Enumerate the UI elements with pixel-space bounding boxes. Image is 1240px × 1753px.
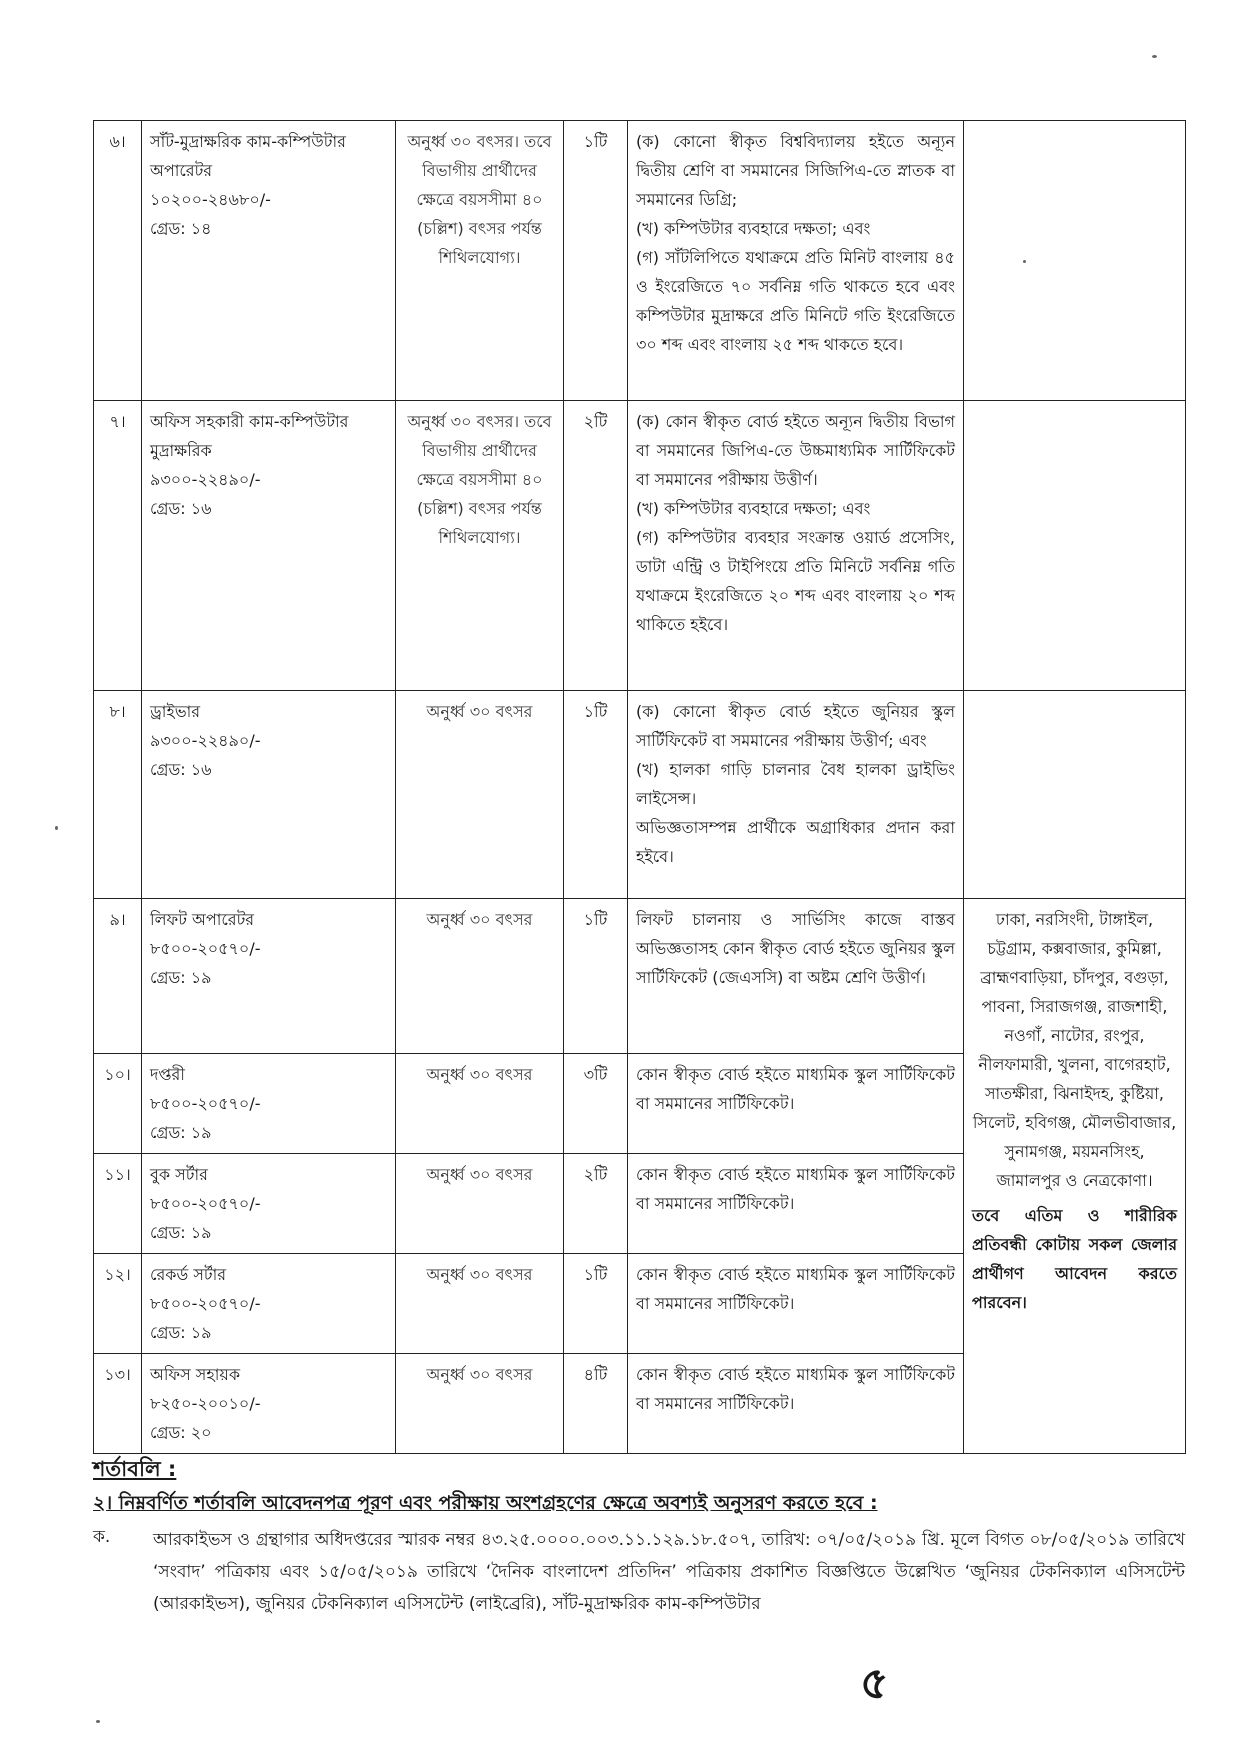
qualification-line: কোন স্বীকৃত বোর্ড হইতে মাধ্যমিক স্কুল সার্টিফিকেট বা সমমানের সার্টিফিকেট।: [636, 1065, 955, 1113]
post-name: অফিস সহায়ক: [150, 1365, 241, 1384]
post-scale: ৮৫০০-২০৫৭০/-: [150, 939, 261, 958]
post-cell: [142, 1354, 396, 1454]
post-scale: ১০২০০-২৪৬৮০/-: [150, 190, 271, 209]
serial-cell: ১১।: [94, 1154, 142, 1254]
terms-heading: শর্তাবলি :: [93, 1457, 177, 1481]
page-number: ৫: [860, 1658, 889, 1709]
posts-table: [93, 120, 1186, 1454]
serial-cell: ১৩।: [94, 1354, 142, 1454]
qualification-cell: [628, 1154, 964, 1254]
scan-speck: [96, 1720, 100, 1723]
qualification-line: (খ) হালকা গাড়ি চালনার বৈধ হালকা ড্রাইভিং লাইসেন্স।: [636, 760, 955, 808]
table-row: [94, 401, 1186, 691]
serial-cell: ১২।: [94, 1254, 142, 1354]
district-cell-empty: [964, 121, 1186, 401]
post-name: লিফট অপারেটর: [150, 910, 255, 929]
post-name: রেকর্ড সর্টার: [150, 1265, 227, 1284]
qualification-cell: [628, 1054, 964, 1154]
post-cell: [142, 899, 396, 1054]
vacancy-count-cell: ৩টি: [564, 1054, 628, 1154]
district-list: ঢাকা, নরসিংদী, টাঙ্গাইল, চট্টগ্রাম, কক্সবাজার, কুমিল্লা, ব্রাহ্মণবাড়িয়া, চাঁদপুর, বগুড়া, পাবনা, সিরাজগঞ্জ, রাজশাহী, নওগাঁ, নাটোর, রংপুর, নীলফামারী, খুলনা, বাগেরহাট, সাতক্ষীরা, ঝিনাইদহ, কুষ্টিয়া, সিলেট, হবিগঞ্জ, মৌলভীবাজার, সুনামগঞ্জ, ময়মনসিংহ, জামালপুর ও নেত্রকোণা।: [972, 910, 1177, 1190]
qualification-line: লিফট চালনায় ও সার্ভিসিং কাজে বাস্তব অভিজ্ঞতাসহ কোন স্বীকৃত বোর্ড হইতে জুনিয়র স্কুল সার্টিফিকেট (জেএসসি) বা অষ্টম শ্রেণি উত্তীর্ণ।: [636, 910, 955, 987]
qualification-line: কোন স্বীকৃত বোর্ড হইতে মাধ্যমিক স্কুল সার্টিফিকেট বা সমমানের সার্টিফিকেট।: [636, 1365, 955, 1413]
vacancy-count-cell: ১টি: [564, 899, 628, 1054]
post-grade: গ্রেড: ১৯: [150, 968, 212, 987]
post-scale: ৮৫০০-২০৫৭০/-: [150, 1194, 261, 1213]
age-limit-cell: অনুর্ধ্ব ৩০ বৎসর। তবে বিভাগীয় প্রার্থীদের ক্ষেত্রে বয়সসীমা ৪০ (চল্লিশ) বৎসর পর্যন্ত শিথিলযোগ্য।: [396, 401, 564, 691]
table-row: [94, 121, 1186, 401]
post-name: অফিস সহকারী কাম-কম্পিউটার মুদ্রাক্ষরিক: [150, 412, 349, 460]
post-cell: [142, 121, 396, 401]
qualification-line: (গ) সাঁটলিপিতে যথাক্রমে প্রতি মিনিট বাংলায় ৪৫ ও ইংরেজিতে ৭০ সর্বনিম্ন গতি থাকতে হবে এবং কম্পিউটার মুদ্রাক্ষরে প্রতি মিনিটে গতি ইংরেজিতে ৩০ শব্দ এবং বাংলায় ২৫ শব্দ থাকতে হবে।: [636, 248, 955, 354]
post-scale: ৮২৫০-২০০১০/-: [150, 1394, 261, 1413]
vacancy-count-cell: ১টি: [564, 121, 628, 401]
post-grade: গ্রেড: ১৬: [150, 499, 212, 518]
qualification-line: (খ) কম্পিউটার ব্যবহারে দক্ষতা; এবং: [636, 219, 871, 238]
table-row: [94, 691, 1186, 899]
age-limit-cell: অনুর্ধ্ব ৩০ বৎসর: [396, 1354, 564, 1454]
post-scale: ৯৩০০-২২৪৯০/-: [150, 731, 261, 750]
serial-cell: ৯।: [94, 899, 142, 1054]
scan-speck: [1023, 260, 1026, 263]
qualification-line: (খ) কম্পিউটার ব্যবহারে দক্ষতা; এবং: [636, 499, 871, 518]
terms-item-text: আরকাইভস ও গ্রন্থাগার অধিদপ্তরের স্মারক নম্বর ৪৩.২৫.০০০০.০০৩.১১.১২৯.১৮.৫০৭, তারিখ: ০৭/০৫/২০১৯ খ্রি. মূলে বিগত ০৮/০৫/২০১৯ তারিখে ‘সংবাদ’ পত্রিকায় এবং ১৫/০৫/২০১৯ তারিখে ‘দৈনিক বাংলাদেশ প্রতিদিন’ পত্রিকায় প্রকাশিত বিজ্ঞপ্তিতে উল্লেখিত ‘জুনিয়র টেকনিক্যাল এসিসটেন্ট (আরকাইভস), জুনিয়র টেকনিক্যাল এসিসটেন্ট (লাইব্রেরি), সাঁট-মুদ্রাক্ষরিক কাম-কম্পিউটার: [153, 1530, 1185, 1614]
post-name: বুক সর্টার: [150, 1165, 208, 1184]
qualification-cell: [628, 899, 964, 1054]
post-name: দপ্তরী: [150, 1065, 185, 1084]
qualification-cell: [628, 691, 964, 899]
post-grade: গ্রেড: ১৬: [150, 760, 212, 779]
age-limit-cell: অনুর্ধ্ব ৩০ বৎসর। তবে বিভাগীয় প্রার্থীদের ক্ষেত্রে বয়সসীমা ৪০ (চল্লিশ) বৎসর পর্যন্ত শিথিলযোগ্য।: [396, 121, 564, 401]
post-name: ড্রাইভার: [150, 702, 201, 721]
serial-cell: ৭।: [94, 401, 142, 691]
post-grade: গ্রেড: ১৯: [150, 1223, 212, 1242]
age-limit-cell: অনুর্ধ্ব ৩০ বৎসর: [396, 1254, 564, 1354]
qualification-line: কোন স্বীকৃত বোর্ড হইতে মাধ্যমিক স্কুল সার্টিফিকেট বা সমমানের সার্টিফিকেট।: [636, 1165, 955, 1213]
qualification-line: (গ) কম্পিউটার ব্যবহার সংক্রান্ত ওয়ার্ড প্রসেসিং, ডাটা এন্ট্রি ও টাইপিংয়ে প্রতি মিনিটে সর্বনিম্ন গতি যথাক্রমে ইংরেজিতে ২০ শব্দ এবং বাংলায় ২০ শব্দ থাকিতে হইবে।: [636, 528, 955, 634]
vacancy-count-cell: ৪টি: [564, 1354, 628, 1454]
district-quota-note: তবে এতিম ও শারীরিক প্রতিবন্ধী কোটায় সকল জেলার প্রার্থীগণ আবেদন করতে পারবেন।: [972, 1206, 1177, 1312]
post-grade: গ্রেড: ১৯: [150, 1323, 212, 1342]
post-cell: [142, 1054, 396, 1154]
qualification-line: (ক) কোন স্বীকৃত বোর্ড হইতে অন্যূন দ্বিতীয় বিভাগ বা সমমানের জিপিএ-তে উচ্চমাধ্যমিক সার্টিফিকেট বা সমমানের পরীক্ষায় উত্তীর্ণ।: [636, 412, 955, 489]
vacancy-count-cell: ২টি: [564, 1154, 628, 1254]
post-scale: ৮৫০০-২০৫৭০/-: [150, 1094, 261, 1113]
post-cell: [142, 401, 396, 691]
vacancy-count-cell: ২টি: [564, 401, 628, 691]
post-name: সাঁট-মুদ্রাক্ষরিক কাম-কম্পিউটার অপারেটর: [150, 132, 346, 180]
district-cell-empty: [964, 401, 1186, 691]
qualification-cell: [628, 1354, 964, 1454]
post-grade: গ্রেড: ১৯: [150, 1123, 212, 1142]
age-limit-cell: অনুর্ধ্ব ৩০ বৎসর: [396, 899, 564, 1054]
post-grade: গ্রেড: ১৪: [150, 219, 212, 238]
terms-subheading: ২। নিম্নবর্ণিত শর্তাবলি আবেদনপত্র পূরণ এবং পরীক্ষায় অংশগ্রহণের ক্ষেত্রে অবশ্যই অনুসরণ করতে হবে :: [93, 1492, 878, 1514]
post-grade: গ্রেড: ২০: [150, 1423, 212, 1442]
qualification-cell: [628, 401, 964, 691]
serial-cell: ৮।: [94, 691, 142, 899]
terms-item-mark: ক.: [93, 1527, 111, 1547]
district-cell: [964, 899, 1186, 1454]
post-cell: [142, 1154, 396, 1254]
scan-speck: [55, 826, 58, 830]
vacancy-count-cell: ১টি: [564, 1254, 628, 1354]
table-row: [94, 899, 1186, 1054]
age-limit-cell: অনুর্ধ্ব ৩০ বৎসর: [396, 691, 564, 899]
serial-cell: ৬।: [94, 121, 142, 401]
scan-speck: [1152, 55, 1157, 58]
serial-cell: ১০।: [94, 1054, 142, 1154]
post-scale: ৯৩০০-২২৪৯০/-: [150, 470, 261, 489]
qualification-line: (ক) কোনো স্বীকৃত বোর্ড হইতে জুনিয়র স্কুল সার্টিফিকেট বা সমমানের পরীক্ষায় উত্তীর্ণ; এবং: [636, 702, 955, 750]
qualification-line: (ক) কোনো স্বীকৃত বিশ্ববিদ্যালয় হইতে অন্যূন দ্বিতীয় শ্রেণি বা সমমানের সিজিপিএ-তে স্নাতক বা সমমানের ডিগ্রি;: [636, 132, 955, 209]
post-cell: [142, 1254, 396, 1354]
qualification-cell: [628, 121, 964, 401]
district-cell-empty: [964, 691, 1186, 899]
age-limit-cell: অনুর্ধ্ব ৩০ বৎসর: [396, 1054, 564, 1154]
qualification-cell: [628, 1254, 964, 1354]
post-cell: [142, 691, 396, 899]
vacancy-count-cell: ১টি: [564, 691, 628, 899]
qualification-line: অভিজ্ঞতাসম্পন্ন প্রার্থীকে অগ্রাধিকার প্রদান করা হইবে।: [636, 818, 955, 866]
qualification-line: কোন স্বীকৃত বোর্ড হইতে মাধ্যমিক স্কুল সার্টিফিকেট বা সমমানের সার্টিফিকেট।: [636, 1265, 955, 1313]
age-limit-cell: অনুর্ধ্ব ৩০ বৎসর: [396, 1154, 564, 1254]
post-scale: ৮৫০০-২০৫৭০/-: [150, 1294, 261, 1313]
